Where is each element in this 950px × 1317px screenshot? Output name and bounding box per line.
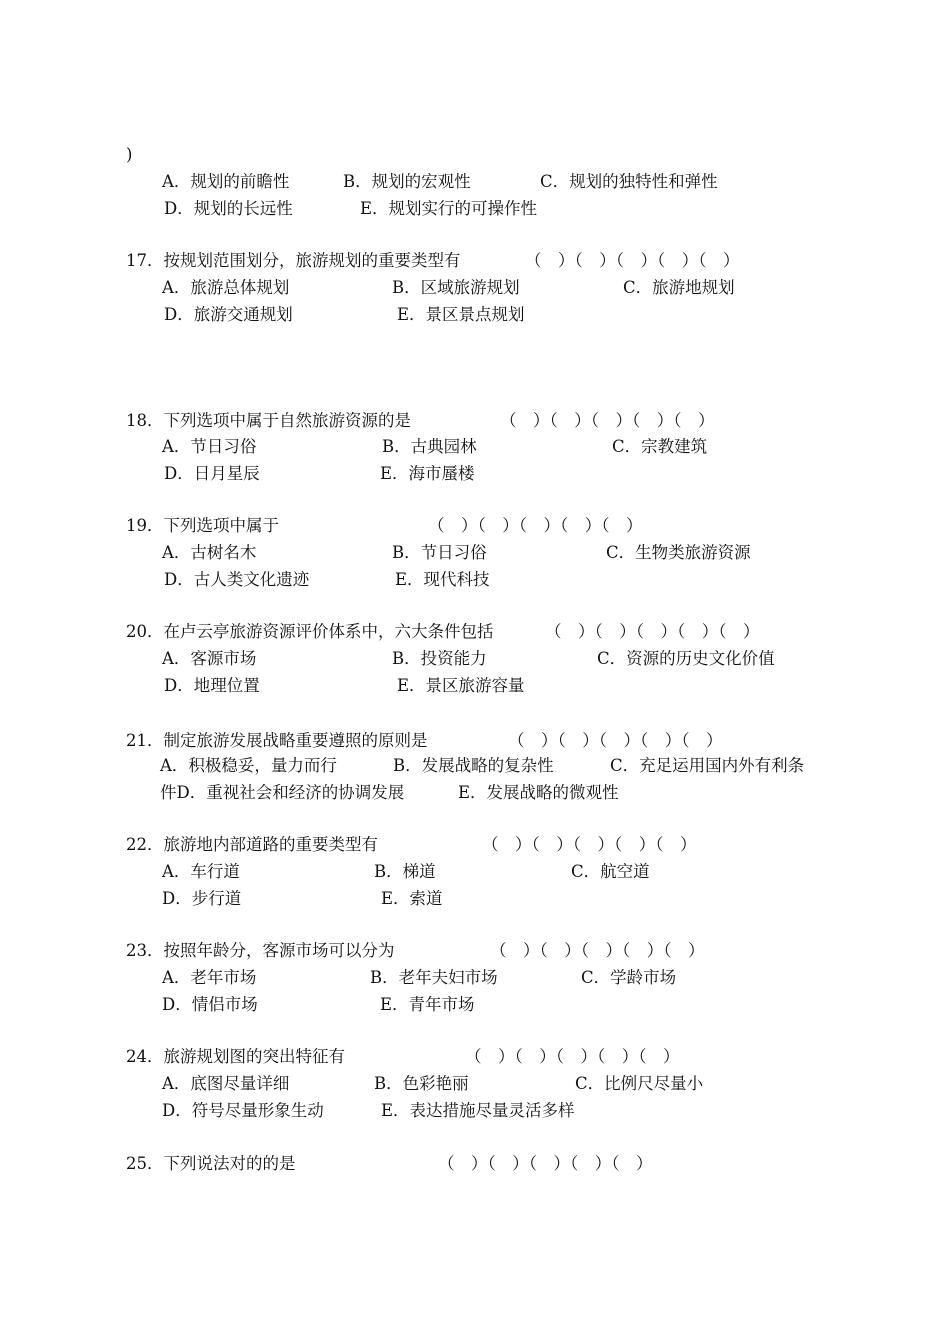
text-line: B．色彩艳丽 <box>374 1074 469 1093</box>
text-line: （ ）（ ）（ ）（ ）（ ） <box>490 941 705 960</box>
text-line: （ ）（ ）（ ）（ ）（ ） <box>482 835 697 854</box>
text-line: D．旅游交通规划 <box>164 305 293 324</box>
text-line: A．规划的前瞻性 <box>162 172 290 191</box>
text-line: B．老年夫妇市场 <box>370 968 498 987</box>
text-line: C．充足运用国内外有利条 <box>610 756 805 775</box>
text-line: D．古人类文化遗迹 <box>164 570 310 589</box>
text-line: D．日月星辰 <box>164 464 260 483</box>
text-line: （ ）（ ）（ ）（ ）（ ） <box>438 1154 653 1173</box>
text-line: E．海市蜃楼 <box>380 464 475 483</box>
text-line: A．底图尽量详细 <box>162 1074 290 1093</box>
text-line: A．车行道 <box>162 862 240 881</box>
text-line: A．旅游总体规划 <box>162 278 290 297</box>
text-line: E．景区景点规划 <box>397 305 525 324</box>
text-line: （ ）（ ）（ ）（ ）（ ） <box>525 251 740 270</box>
text-line: 件D．重视社会和经济的协调发展 <box>160 783 405 802</box>
text-line: （ ）（ ）（ ）（ ）（ ） <box>500 411 715 430</box>
text-line: A．节日习俗 <box>162 437 257 456</box>
text-line: B．投资能力 <box>392 649 487 668</box>
text-line: C．生物类旅游资源 <box>606 543 751 562</box>
text-line: （ ）（ ）（ ）（ ）（ ） <box>465 1047 680 1066</box>
text-line: 24．旅游规划图的突出特征有 <box>126 1047 345 1066</box>
text-line: C．航空道 <box>571 862 650 881</box>
text-line: 20．在卢云亭旅游资源评价体系中，六大条件包括 <box>126 622 494 641</box>
text-line: C．规划的独特性和弹性 <box>540 172 718 191</box>
text-line: （ ）（ ）（ ）（ ）（ ） <box>508 731 723 750</box>
text-line: E．发展战略的微观性 <box>458 783 619 802</box>
text-line: 21．制定旅游发展战略重要遵照的原则是 <box>126 731 428 750</box>
text-line: C．旅游地规划 <box>623 278 735 297</box>
text-line: 18．下列选项中属于自然旅游资源的是 <box>126 411 411 430</box>
text-line: D．规划的长远性 <box>164 199 293 218</box>
text-line: 23．按照年龄分，客源市场可以分为 <box>126 941 395 960</box>
text-line: C．宗教建筑 <box>612 437 708 456</box>
text-line: （ ）（ ）（ ）（ ）（ ） <box>545 622 760 641</box>
text-line: D．地理位置 <box>164 676 260 695</box>
text-line: B．梯道 <box>374 862 436 881</box>
text-line: C．比例尺尽量小 <box>575 1074 704 1093</box>
text-line: E．现代科技 <box>395 570 490 589</box>
text-line: A．老年市场 <box>162 968 257 987</box>
text-line: E．规划实行的可操作性 <box>360 199 538 218</box>
text-line: 17．按规划范围划分，旅游规划的重要类型有 <box>126 251 461 270</box>
text-line: A．古树名木 <box>162 543 257 562</box>
text-line: C．资源的历史文化价值 <box>597 649 775 668</box>
text-line: D．步行道 <box>162 889 242 908</box>
text-line: E．景区旅游容量 <box>397 676 525 695</box>
text-line: 19．下列选项中属于 <box>126 516 279 535</box>
text-line: D．符号尽量形象生动 <box>162 1101 324 1120</box>
text-line: E．表达措施尽量灵活多样 <box>381 1101 575 1120</box>
text-line: B．古典园林 <box>382 437 477 456</box>
text-line: 22．旅游地内部道路的重要类型有 <box>126 835 378 854</box>
text-line: E．索道 <box>381 889 443 908</box>
text-line: B．区域旅游规划 <box>392 278 520 297</box>
text-line: D．情侣市场 <box>162 995 258 1014</box>
text-line: A．积极稳妥，量力而行 <box>160 756 337 775</box>
text-line: B．规划的宏观性 <box>343 172 471 191</box>
text-line: （ ）（ ）（ ）（ ）（ ） <box>428 516 643 535</box>
text-line: E．青年市场 <box>380 995 475 1014</box>
text-line: B．节日习俗 <box>392 543 487 562</box>
text-line: C．学龄市场 <box>581 968 677 987</box>
text-line: ) <box>126 145 133 164</box>
text-line: B．发展战略的复杂性 <box>393 756 554 775</box>
text-line: 25．下列说法对的的是 <box>126 1154 296 1173</box>
text-line: A．客源市场 <box>162 649 257 668</box>
